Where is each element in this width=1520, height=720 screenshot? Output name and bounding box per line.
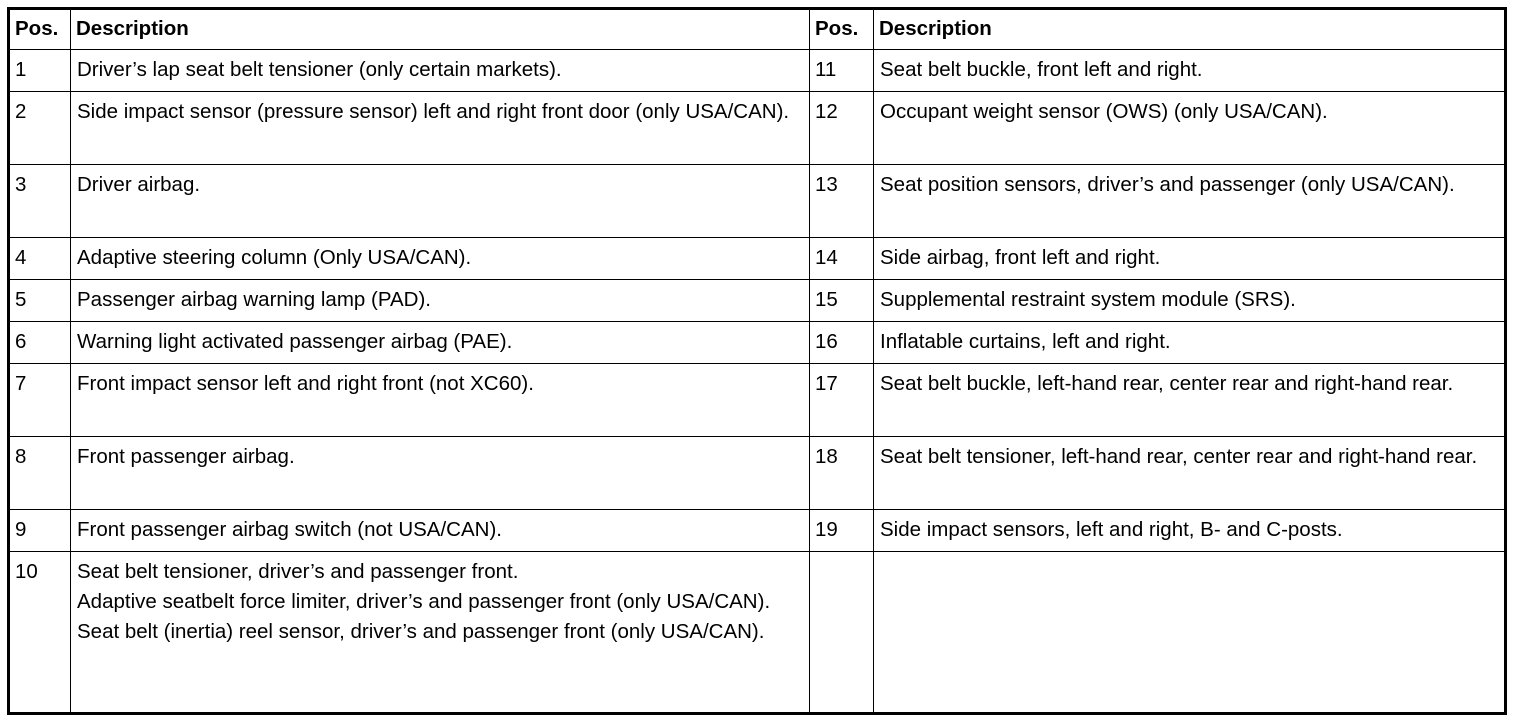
table-row: [9, 510, 1506, 552]
pos-cell: 12: [810, 92, 874, 165]
description-cell: [71, 437, 810, 510]
table-row: [9, 437, 1506, 510]
pos-cell: 8: [9, 437, 71, 510]
description-cell: [874, 238, 1506, 280]
description-cell: [874, 437, 1506, 510]
description-cell: [874, 280, 1506, 322]
description-cell: [71, 322, 810, 364]
table-row: [9, 238, 1506, 280]
description-line: Inflatable curtains, left and right.: [880, 330, 1171, 353]
description-line: Seat belt buckle, front left and right.: [880, 58, 1203, 81]
pos-cell: 9: [9, 510, 71, 552]
pos-cell: 14: [810, 238, 874, 280]
pos-cell: [810, 552, 874, 714]
table-row: [9, 165, 1506, 238]
description-line: Side airbag, front left and right.: [880, 246, 1161, 269]
description-cell: [874, 510, 1506, 552]
pos-header-left: Pos.: [9, 9, 71, 50]
pos-cell: 4: [9, 238, 71, 280]
pos-cell: 16: [810, 322, 874, 364]
pos-cell: 11: [810, 50, 874, 92]
pos-cell: 18: [810, 437, 874, 510]
table-row: [9, 280, 1506, 322]
description-cell: [874, 92, 1506, 165]
description-line: Adaptive steering column (Only USA/CAN).: [77, 246, 472, 269]
description-line: Seat belt (inertia) reel sensor, driver’s and passenger front (only USA/CAN).: [77, 620, 765, 643]
pos-cell: 3: [9, 165, 71, 238]
description-line: Occupant weight sensor (OWS) (only USA/CAN).: [880, 100, 1328, 123]
table-header-row: [9, 9, 1506, 50]
table-row: [9, 364, 1506, 437]
description-cell: [874, 552, 1506, 714]
description-header-right: Description: [874, 9, 1506, 50]
table-row: [9, 50, 1506, 92]
pos-cell: 6: [9, 322, 71, 364]
description-cell: [71, 50, 810, 92]
description-line: Front passenger airbag switch (not USA/CAN).: [77, 518, 502, 541]
description-line: Side impact sensor (pressure sensor) left and right front door (only USA/CAN).: [77, 100, 790, 123]
table-row: [9, 552, 1506, 714]
table-row: [9, 322, 1506, 364]
description-cell: [71, 165, 810, 238]
description-line: Adaptive seatbelt force limiter, driver’s and passenger front (only USA/CAN).: [77, 590, 771, 613]
pos-cell: 13: [810, 165, 874, 238]
description-header-left: Description: [71, 9, 810, 50]
description-cell: [71, 552, 810, 714]
description-line: Side impact sensors, left and right, B- and C-posts.: [880, 518, 1343, 541]
description-cell: [71, 364, 810, 437]
description-cell: [71, 238, 810, 280]
description-line: Seat belt tensioner, left-hand rear, center rear and right-hand rear.: [880, 445, 1478, 468]
description-cell: [71, 92, 810, 165]
description-line: Warning light activated passenger airbag (PAE).: [77, 330, 513, 353]
description-cell: [874, 165, 1506, 238]
description-line: Passenger airbag warning lamp (PAD).: [77, 288, 431, 311]
pos-cell: 5: [9, 280, 71, 322]
description-cell: [874, 50, 1506, 92]
description-line: Seat belt tensioner, driver’s and passenger front.: [77, 560, 519, 583]
description-line: Front passenger airbag.: [77, 445, 295, 468]
description-line: Supplemental restraint system module (SRS).: [880, 288, 1296, 311]
pos-cell: 15: [810, 280, 874, 322]
description-line: Driver’s lap seat belt tensioner (only certain markets).: [77, 58, 562, 81]
pos-cell: 19: [810, 510, 874, 552]
description-cell: [874, 364, 1506, 437]
description-cell: [874, 322, 1506, 364]
pos-cell: 1: [9, 50, 71, 92]
description-cell: [71, 510, 810, 552]
description-line: Driver airbag.: [77, 173, 201, 196]
description-cell: [71, 280, 810, 322]
description-line: Front impact sensor left and right front (not XC60).: [77, 372, 534, 395]
pos-header-right: Pos.: [810, 9, 874, 50]
pos-cell: 7: [9, 364, 71, 437]
position-description-table: [7, 7, 1507, 715]
pos-cell: 2: [9, 92, 71, 165]
table-row: [9, 92, 1506, 165]
description-line: Seat position sensors, driver’s and passenger (only USA/CAN).: [880, 173, 1455, 196]
pos-cell: 10: [9, 552, 71, 714]
pos-cell: 17: [810, 364, 874, 437]
description-line: Seat belt buckle, left-hand rear, center rear and right-hand rear.: [880, 372, 1454, 395]
